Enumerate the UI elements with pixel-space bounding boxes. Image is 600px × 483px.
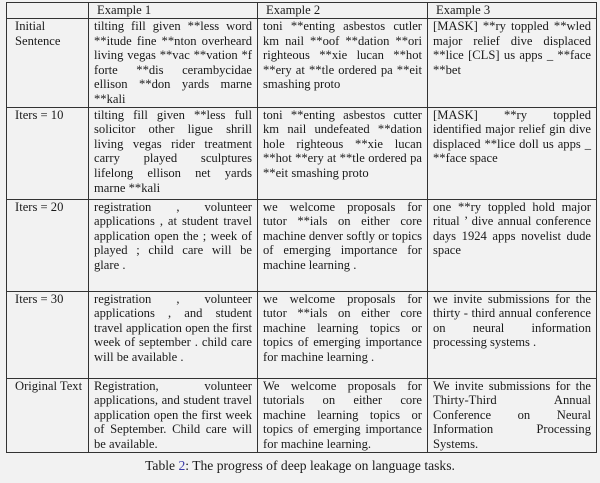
- table-cell: [428, 19, 597, 108]
- row-label: Iters = 30: [7, 291, 89, 378]
- cell-text: toni **enting asbestos cutter km nail undefeated **dation hole righteous **xie lucan **hot **ery at **tle ordered pa **eit smashing proto: [263, 107, 422, 180]
- cell-text: tilting fill given **less word **itude fine **nton overheard living vegas **vac **vation *f forte **dis cerambycidae ellison **don yards marne **kali: [94, 19, 252, 106]
- table-cell: [258, 291, 428, 378]
- table-cell: [258, 199, 428, 291]
- cell-text: [MASK] **ry toppled identified major relief gin dive displaced **lice doll us apps _ **face space: [433, 107, 591, 166]
- table-caption: [0, 458, 600, 474]
- table-row: [7, 199, 597, 291]
- table-row: [7, 378, 597, 452]
- row-label: Original Text: [7, 378, 89, 452]
- header-example-3: Example 3: [428, 3, 597, 19]
- table-row: [7, 291, 597, 378]
- cell-text: registration , volunteer applications , at student travel application open the ; week of played ; child care will be glare .: [94, 199, 252, 272]
- header-example-1: Example 1: [89, 3, 258, 19]
- cell-text: we welcome proposals for tutor **ials on either core machine denver softly or topics of emerging importance for machine learning .: [263, 199, 422, 272]
- table-cell: [428, 291, 597, 378]
- cell-text: toni **enting asbestos cutler km nail **oof **dation **ori righteous **xie lucan **hot **ery at **tle ordered pa **eit smashing proto: [263, 19, 422, 92]
- cell-text: [MASK] **ry toppled **wled major relief dive displaced **lice [CLS] us apps _ **face **bet: [433, 19, 591, 77]
- leakage-table: [6, 2, 597, 453]
- cell-text: we invite submissions for the thirty - third annual conference on neural information processing systems .: [433, 291, 591, 350]
- cell-text: registration , volunteer applications , and student travel application open the first week of september . child care will be available .: [94, 291, 252, 364]
- table-row: [7, 107, 597, 199]
- table-cell: [258, 107, 428, 199]
- table-cell: [89, 378, 258, 452]
- table-cell: [428, 199, 597, 291]
- table-header-row: [7, 3, 597, 19]
- table-cell: [258, 19, 428, 108]
- cell-text: We invite submissions for the Thirty-Third Annual Conference on Neural Information Processing Systems.: [433, 378, 591, 451]
- table-cell: [89, 291, 258, 378]
- cell-text: we welcome proposals for tutor **ials on either core machine learning topics or topics of emerging importance for machine learning .: [263, 291, 422, 364]
- cell-text: one **ry toppled hold major ritual ’ dive annual conference days 1924 apps novelist dude space: [433, 199, 591, 258]
- row-label: Iters = 20: [7, 199, 89, 291]
- header-example-2: Example 2: [258, 3, 428, 19]
- table-cell: [428, 378, 597, 452]
- header-corner: [7, 3, 89, 19]
- table-cell: [428, 107, 597, 199]
- table-cell: [258, 378, 428, 452]
- row-label: Iters = 10: [7, 107, 89, 199]
- caption-prefix: Table: [145, 458, 179, 473]
- caption-text: : The progress of deep leakage on language tasks.: [185, 458, 455, 473]
- row-label: Initial Sentence: [7, 19, 89, 108]
- table-cell: [89, 107, 258, 199]
- cell-text: Registration, volunteer applications, and student travel application open the first week of September. Child care will be available.: [94, 378, 252, 451]
- cell-text: We welcome proposals for tutorials on either core machine learning topics or topics of emerging importance for machine learning.: [263, 378, 422, 451]
- table-cell: [89, 199, 258, 291]
- table-cell: [89, 19, 258, 108]
- table-ref-link[interactable]: 2: [178, 458, 186, 473]
- cell-text: tilting fill given **less full solicitor other ligue shrill living vegas rider treatment carry played sculptures lifelong ellison net yards marne **kali: [94, 107, 252, 195]
- table-row: [7, 19, 597, 108]
